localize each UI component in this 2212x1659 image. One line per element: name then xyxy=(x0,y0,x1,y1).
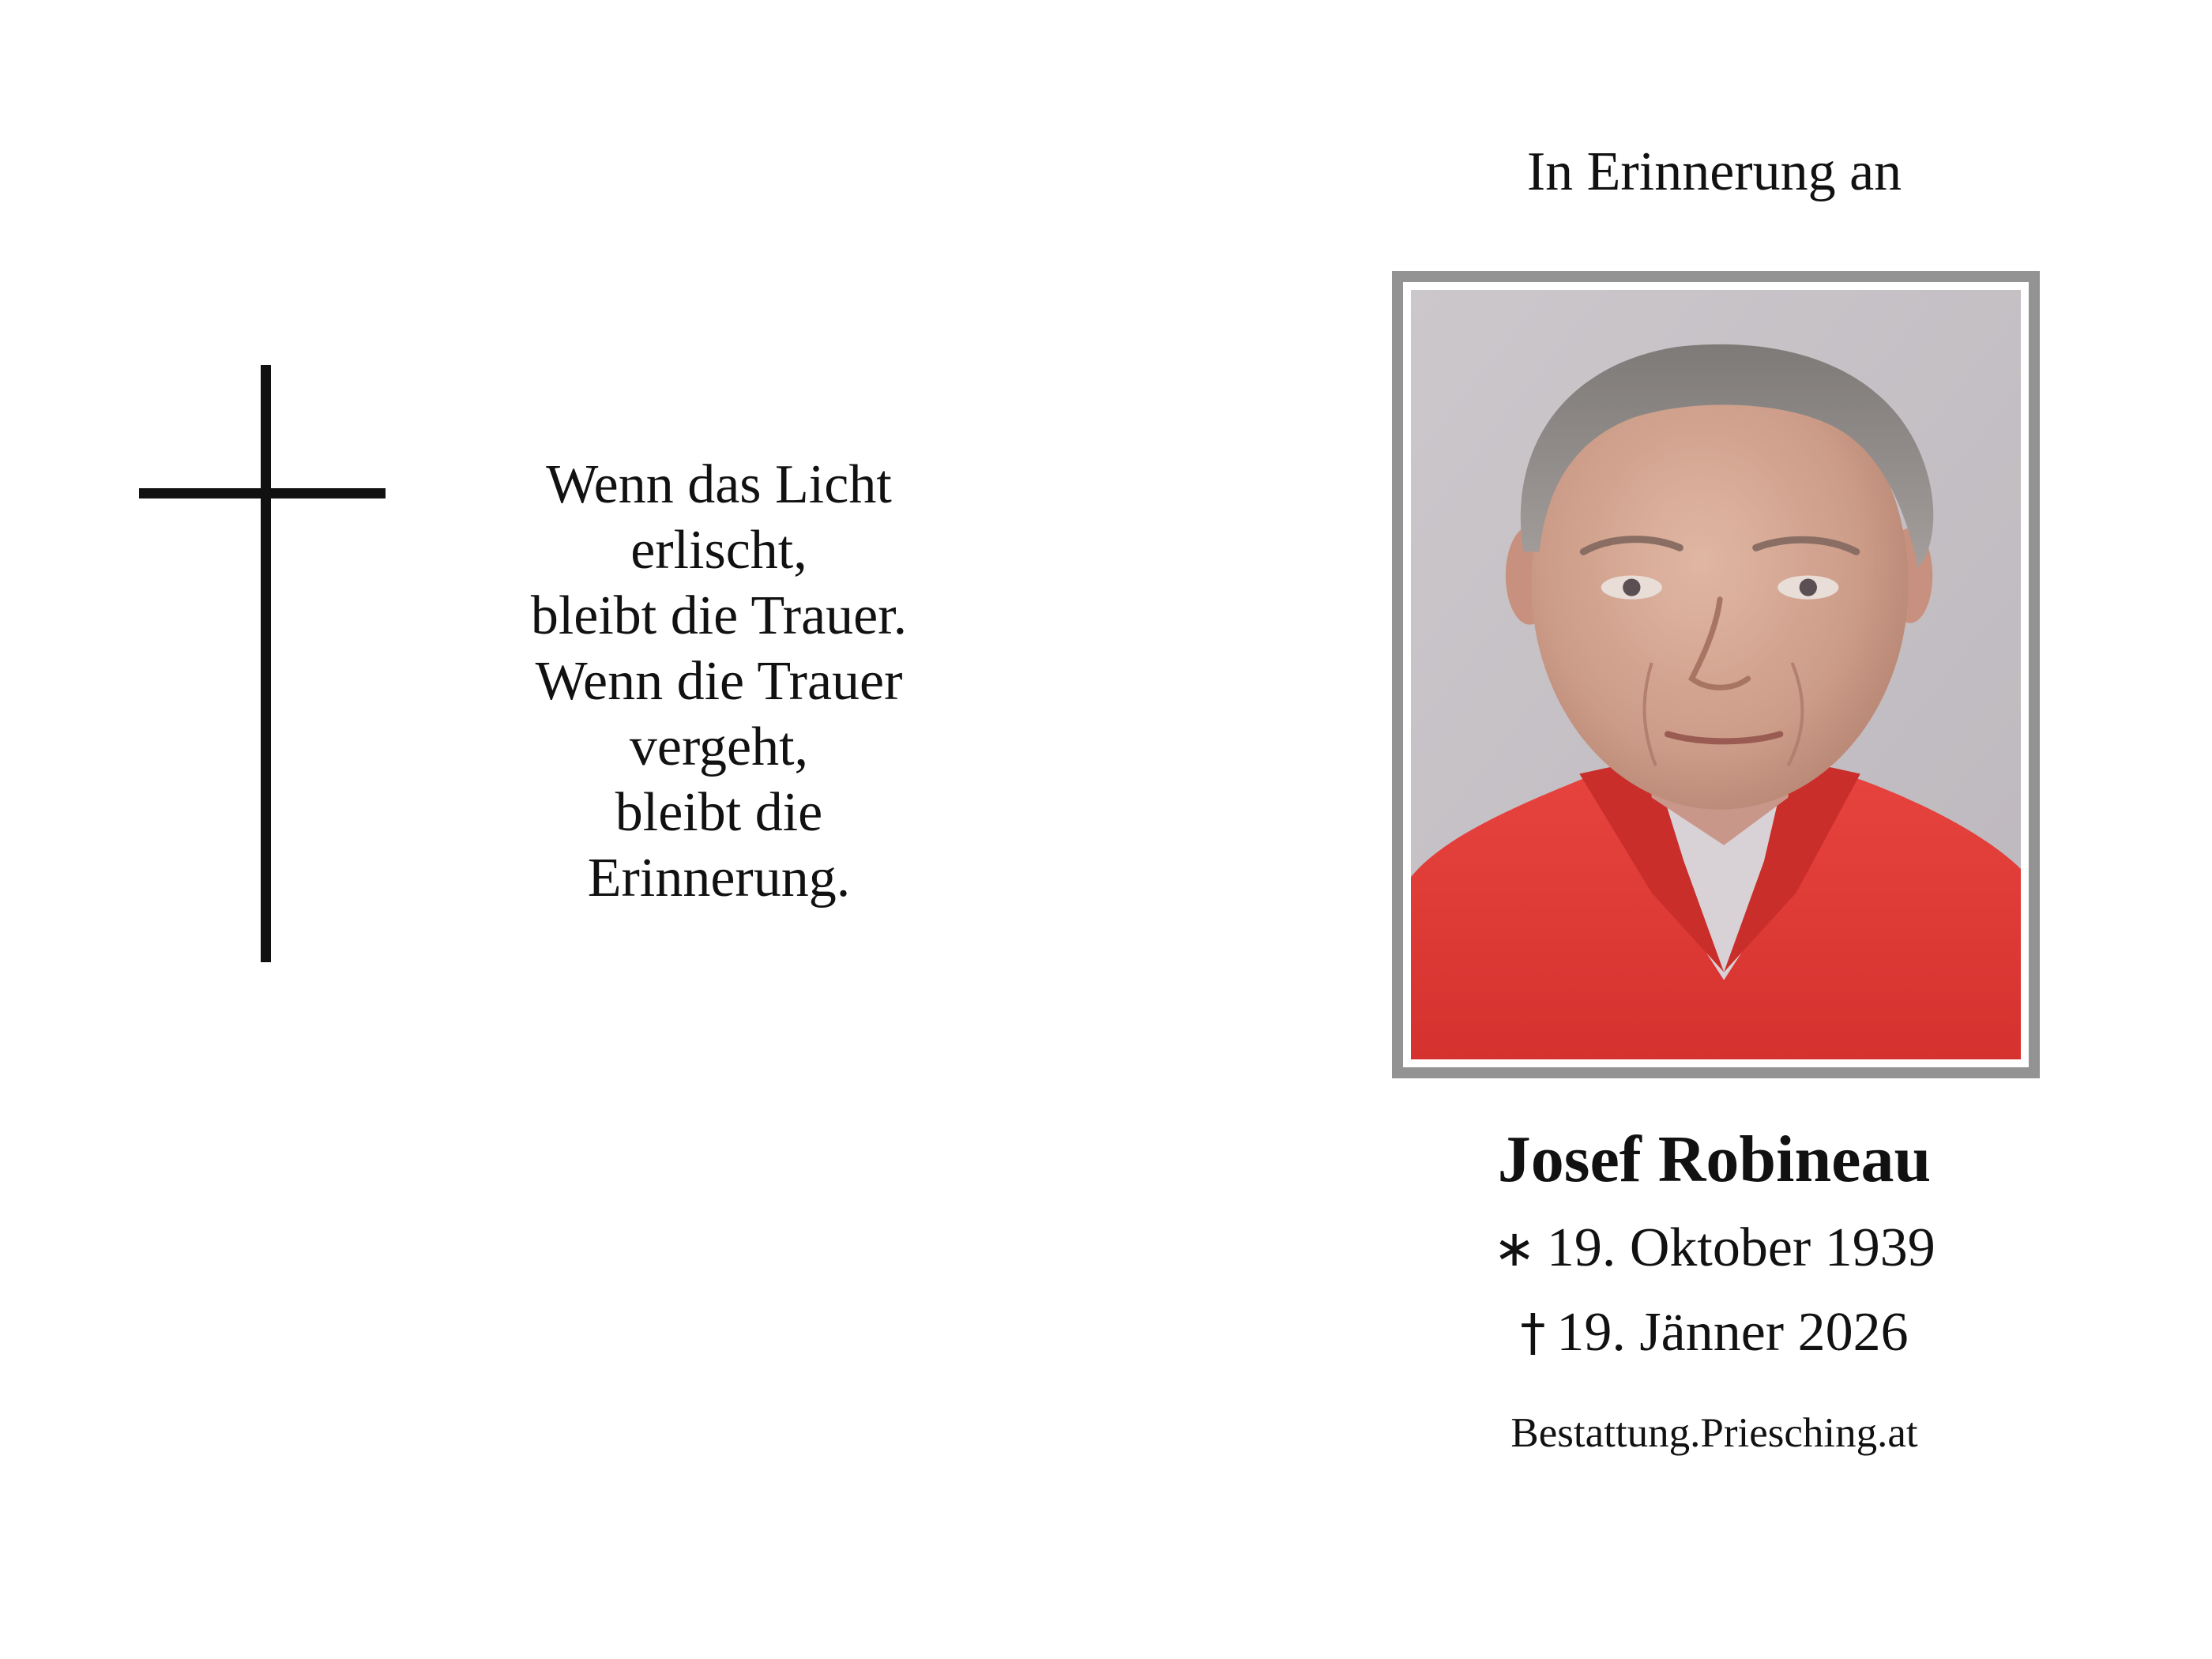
poem-line: erlischt, xyxy=(630,520,807,581)
poem-line: Wenn die Trauer xyxy=(535,651,903,712)
dagger-icon: † xyxy=(1520,1304,1546,1363)
photo-pupil-left xyxy=(1623,579,1640,596)
birth-date: 19. Oktober 1939 xyxy=(1546,1217,1936,1278)
poem-line: vergeht, xyxy=(629,717,809,777)
poem-line: Wenn das Licht xyxy=(546,454,892,515)
funeral-home-website: Bestattung.Priesching.at xyxy=(1510,1410,1918,1456)
poem-line: Erinnerung. xyxy=(587,848,851,908)
memorial-poem xyxy=(442,452,995,911)
portrait-photo xyxy=(1411,290,2021,1059)
poem-line: bleibt die xyxy=(615,782,823,843)
memorial-intro: In Erinnerung an xyxy=(1526,141,1902,202)
poem-line: bleibt die Trauer. xyxy=(530,585,908,646)
death-date: 19. Jänner 2026 xyxy=(1556,1302,1909,1363)
portrait-frame xyxy=(1392,271,2040,1078)
asterisk-icon: ∗ xyxy=(1493,1220,1536,1278)
deceased-name: Josef Robineau xyxy=(1497,1123,1932,1196)
cross-vertical-bar xyxy=(261,365,271,962)
latin-cross-icon xyxy=(139,365,386,962)
portrait-mat xyxy=(1403,282,2029,1067)
photo-pupil-right xyxy=(1800,579,1817,596)
birth-date-line xyxy=(1375,1215,2054,1282)
death-date-line xyxy=(1375,1300,2054,1367)
cross-horizontal-bar xyxy=(139,488,386,498)
